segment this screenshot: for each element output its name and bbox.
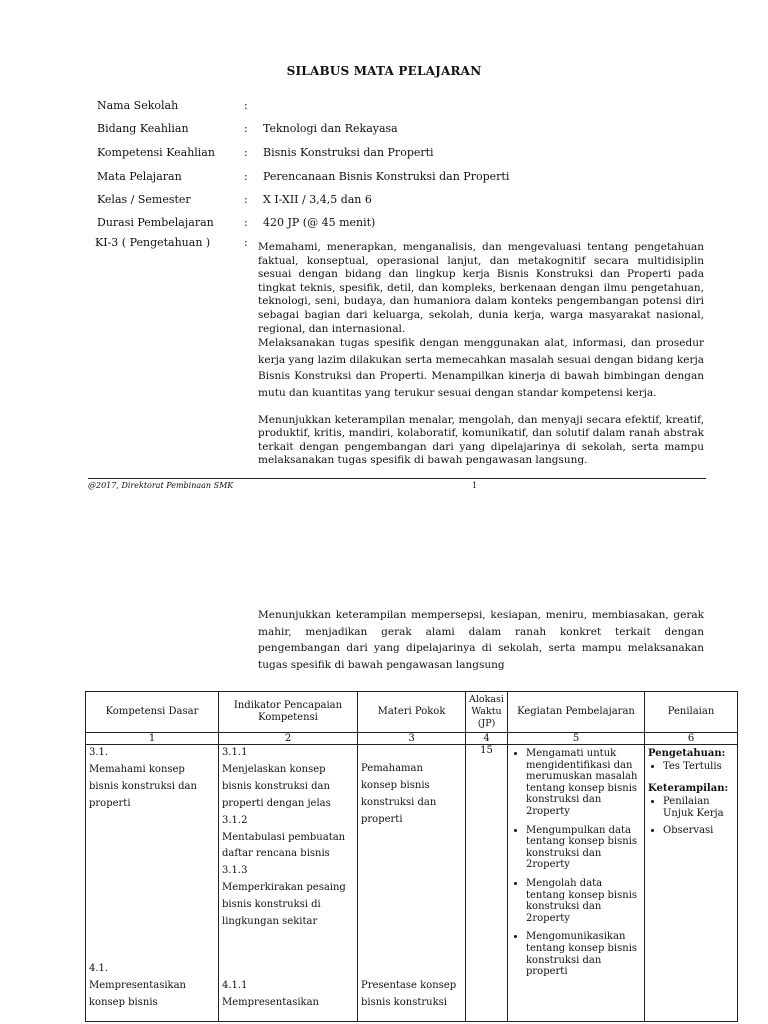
penilaian-list: [648, 761, 734, 774]
identity-value: Bisnis Konstruksi dan Properti: [263, 146, 434, 159]
identity-value: 420 JP (@ 45 menit): [263, 216, 376, 229]
identity-value: Perencanaan Bisnis Konstruksi dan Properti: [263, 170, 510, 183]
identity-colon: :: [244, 216, 248, 229]
identity-colon: :: [244, 122, 248, 135]
bottom-rule: [88, 1021, 706, 1022]
identity-colon: :: [244, 99, 248, 112]
identity-colon: :: [244, 146, 248, 159]
ki4-paragraph-2: Menunjukkan keterampilan menalar, mengolah, dan menyaji secara efektif, kreatif, produktif, kritis, mandiri, kolaboratif, komunikatif, dan solutif dalam ranah abstrak terkait dengan pengembangan dari yang dipelajarinya di sekolah, serta mampu melaksanakan tugas spesifik di bawah pengawasan langsung.: [258, 414, 704, 467]
list-item: • Mengomunikasikan tentang konsep bisnis konstruksi dan properti: [526, 931, 641, 977]
table-header-row: [86, 692, 738, 733]
column-number: 3: [358, 733, 466, 745]
list-item: • Observasi: [663, 825, 734, 838]
alokasi-cell: 15: [466, 745, 508, 1022]
kompetensi-dasar-cell: [86, 745, 219, 1022]
footer-copyright: @2017, Direktorat Pembinaan SMK: [88, 481, 234, 490]
table-row: [86, 745, 738, 1022]
indicator-code: 3.1.2: [222, 814, 248, 826]
list-item: • Mengolah data tentang konsep bisnis konstruksi dan 2roperty: [526, 878, 641, 924]
identity-label: Mata Pelajaran: [97, 170, 182, 183]
indicator-text: Memperkirakan pesaing bisnis konstruksi di lingkungan sekitar: [222, 882, 346, 928]
syllabus-table: [85, 691, 738, 1022]
column-number: 2: [219, 733, 358, 745]
list-item: • Mengumpulkan data tentang konsep bisnis konstruksi dan 2roperty: [526, 825, 641, 871]
identity-label: Nama Sekolah: [97, 99, 179, 112]
ki3-colon: :: [244, 236, 248, 249]
penilaian-heading: Keterampilan:: [648, 782, 729, 794]
kegiatan-cell: [508, 745, 645, 1022]
kd-text: Memahami konsep bisnis konstruksi dan properti: [89, 763, 197, 809]
list-item: • Tes Tertulis: [663, 761, 734, 774]
kd-code: 4.1.: [89, 963, 109, 974]
kd-code: 3.1.: [89, 747, 109, 758]
materi-pokok-cell: [358, 745, 466, 1022]
ki3-label: KI-3 ( Pengetahuan ): [95, 236, 211, 249]
column-header: Kompetensi Dasar: [86, 692, 219, 733]
indicator-text: Mempresentasikan: [222, 996, 320, 1008]
column-header: Kegiatan Pembelajaran: [508, 692, 645, 733]
kd-4-1: [89, 961, 218, 1012]
indicator-4-1: [222, 978, 319, 1012]
footer-rule: [88, 478, 706, 479]
column-header: Materi Pokok: [358, 692, 466, 733]
column-number: 6: [645, 733, 738, 745]
column-number: 1: [86, 733, 219, 745]
identity-label: Durasi Pembelajaran: [97, 216, 214, 229]
page-number: 1: [472, 481, 478, 490]
indicator-code: 4.1.1: [222, 980, 248, 991]
column-header: Indikator Pencapaian Kompetensi: [219, 692, 358, 733]
kegiatan-list: [511, 748, 641, 978]
column-number: 4: [466, 733, 508, 745]
indicator-code: 3.1.1: [222, 747, 248, 758]
identity-value: Teknologi dan Rekayasa: [263, 122, 398, 135]
column-header: Alokasi Waktu (JP): [466, 692, 508, 733]
identity-value: X I-XII / 3,4,5 dan 6: [263, 193, 372, 206]
column-header: Penilaian: [645, 692, 738, 733]
indikator-cell: [219, 745, 358, 1022]
ki4-paragraph-3: Menunjukkan keterampilan mempersepsi, kesiapan, meniru, membiasakan, gerak mahir, menjadikan gerak alami dalam ranah konkret terkait dengan pengembangan dari yang dipelajarinya di sekolah, serta mampu melaksanakan tugas spesifik di bawah pengawasan langsung: [258, 609, 704, 671]
identity-colon: :: [244, 193, 248, 206]
column-number-row: [86, 733, 738, 745]
materi-text: Presentase konsep bisnis konstruksi: [361, 980, 457, 1008]
list-item: • Mengamati untuk mengidentifikasi dan merumuskan masalah tentang konsep bisnis konstruksi dan 2roperty: [526, 748, 641, 818]
penilaian-cell: [645, 745, 738, 1022]
indicator-code: 3.1.3: [222, 865, 248, 877]
ki4-paragraph-1: Melaksanakan tugas spesifik dengan menggunakan alat, informasi, dan prosedur kerja yang lazim dilakukan serta memecahkan masalah sesuai dengan bidang kerja Bisnis Konstruksi dan Properti. Menampilkan kinerja di bawah bimbingan dengan mutu dan kuantitas yang terukur sesuai dengan standar kompetensi kerja.: [258, 337, 704, 399]
indicator-text: Menjelaskan konsep bisnis konstruksi dan properti dengan jelas: [222, 763, 331, 809]
indicator-text: Mentabulasi pembuatan daftar rencana bisnis: [222, 831, 346, 860]
column-number: 5: [508, 733, 645, 745]
penilaian-heading: Pengetahuan:: [648, 748, 726, 759]
penilaian-list: [648, 796, 734, 838]
page-title: SILABUS MATA PELAJARAN: [286, 64, 482, 78]
ki3-text: Memahami, menerapkan, menganalisis, dan mengevaluasi tentang pengetahuan faktual, konseptual, operasional lanjut, dan metakognitif secara multidisiplin sesuai dengan bidang dan lingkup kerja Bisnis Konstruksi dan Properti pada tingkat teknis, spesifik, detil, dan kompleks, berkenaan dengan ilmu pengetahuan, teknologi, seni, budaya, dan humaniora dalam konteks pengembangan potensi diri sebagai bagian dari keluarga, sekolah, dunia kerja, warga masyarakat nasional, regional, dan internasional.: [258, 241, 704, 335]
materi-text: Pemahaman konsep bisnis konstruksi dan properti: [361, 763, 437, 825]
identity-label: Kelas / Semester: [97, 193, 191, 206]
identity-label: Bidang Keahlian: [97, 122, 189, 135]
list-item: • Penilaian Unjuk Kerja: [663, 796, 734, 821]
kd-text: Mempresentasikan konsep bisnis: [89, 979, 187, 1008]
identity-colon: :: [244, 170, 248, 183]
identity-label: Kompetensi Keahlian: [97, 146, 215, 159]
